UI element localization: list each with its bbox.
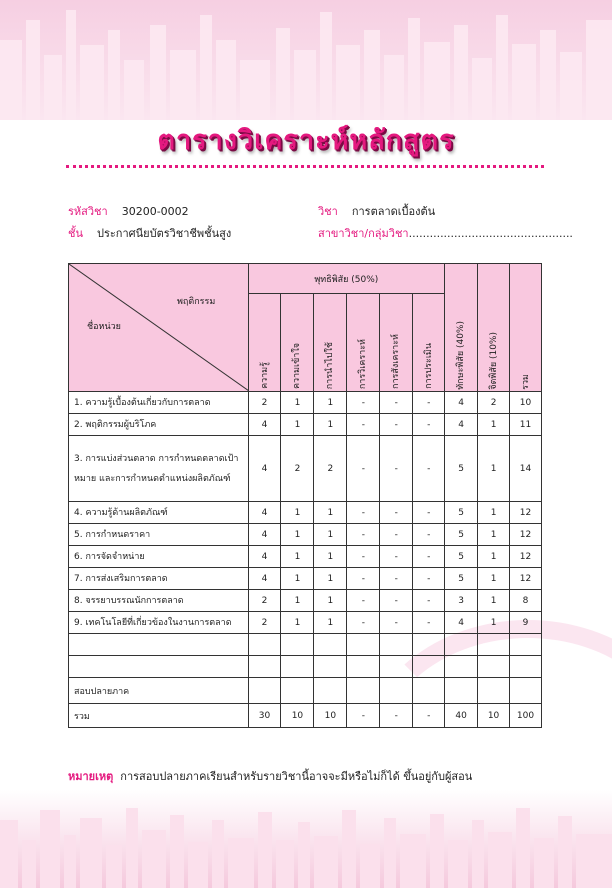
score-cell: 1 xyxy=(478,546,510,568)
score-cell: 1 xyxy=(478,612,510,634)
score-cell: - xyxy=(380,568,413,590)
page-title: ตารางวิเคราะห์หลักสูตร xyxy=(157,125,455,156)
score-cell: 1 xyxy=(314,524,347,546)
score-cell: - xyxy=(347,502,380,524)
score-cell: 4 xyxy=(248,502,281,524)
score-cell: 12 xyxy=(510,524,542,546)
score-cell: - xyxy=(347,392,380,414)
table-row xyxy=(69,568,542,590)
score-cell: 5 xyxy=(445,436,478,502)
score-cell: - xyxy=(347,546,380,568)
note xyxy=(68,767,472,785)
table-row xyxy=(69,546,542,568)
cognitive-header: พุทธิพิสัย (50%) xyxy=(248,264,445,294)
score-cell: 1 xyxy=(281,414,314,436)
score-cell: - xyxy=(347,414,380,436)
col-comprehension: ความเข้าใจ xyxy=(281,294,314,392)
score-cell: - xyxy=(380,392,413,414)
score-cell: 9 xyxy=(510,612,542,634)
sum-cell: 40 xyxy=(445,704,478,728)
table-row xyxy=(69,502,542,524)
score-cell: 1 xyxy=(314,502,347,524)
score-cell: - xyxy=(413,546,445,568)
score-cell: 4 xyxy=(445,612,478,634)
sum-cell: 100 xyxy=(510,704,542,728)
score-cell: 1 xyxy=(478,590,510,612)
course-field-label: สาขาวิชา/กลุ่มวิชา xyxy=(318,227,409,240)
score-cell: 1 xyxy=(478,502,510,524)
score-cell: - xyxy=(413,612,445,634)
score-cell: - xyxy=(413,590,445,612)
score-cell: - xyxy=(380,546,413,568)
score-cell: 1 xyxy=(281,568,314,590)
course-code-label: รหัสวิชา xyxy=(68,205,108,218)
table-row xyxy=(69,524,542,546)
col-evaluation: การประเมิน xyxy=(413,294,445,392)
score-cell: 2 xyxy=(248,612,281,634)
score-cell: 14 xyxy=(510,436,542,502)
score-cell: 4 xyxy=(445,414,478,436)
sum-row xyxy=(69,704,542,728)
score-cell: 8 xyxy=(510,590,542,612)
score-cell: 1 xyxy=(314,568,347,590)
score-cell: 4 xyxy=(248,436,281,502)
sum-cell: 10 xyxy=(281,704,314,728)
course-level xyxy=(68,224,231,242)
footer-background xyxy=(0,790,612,888)
unit-name-cell: 7. การส่งเสริมการตลาด xyxy=(69,568,249,590)
score-cell: 5 xyxy=(445,568,478,590)
score-cell: - xyxy=(347,612,380,634)
course-field-blank: ............................................... xyxy=(408,227,573,240)
score-cell: - xyxy=(413,436,445,502)
score-cell: 1 xyxy=(281,502,314,524)
sum-cell: 30 xyxy=(248,704,281,728)
score-cell: 1 xyxy=(281,392,314,414)
score-cell: 4 xyxy=(248,568,281,590)
score-cell: 1 xyxy=(478,524,510,546)
table-row xyxy=(69,590,542,612)
blank-row xyxy=(69,656,542,678)
score-cell: 1 xyxy=(314,612,347,634)
score-cell: - xyxy=(380,590,413,612)
score-cell: - xyxy=(380,612,413,634)
score-cell: 4 xyxy=(248,414,281,436)
score-cell: - xyxy=(413,502,445,524)
col-application: การนำไปใช้ xyxy=(314,294,347,392)
unit-name-cell: 2. พฤติกรรมผู้บริโภค xyxy=(69,414,249,436)
note-label: หมายเหตุ xyxy=(68,770,114,783)
score-cell: - xyxy=(413,568,445,590)
score-cell: - xyxy=(347,436,380,502)
score-cell: - xyxy=(347,590,380,612)
header-diagonal-cell xyxy=(69,264,249,392)
affective-header: จิตพิสัย (10%) xyxy=(478,264,510,392)
unit-name-cell: 8. จรรยาบรรณนักการตลาด xyxy=(69,590,249,612)
unit-name-cell: 4. ความรู้ด้านผลิตภัณฑ์ xyxy=(69,502,249,524)
course-level-label: ชั้น xyxy=(68,227,83,240)
final-exam-label: สอบปลายภาค xyxy=(69,678,249,704)
score-cell: 12 xyxy=(510,568,542,590)
score-cell: 1 xyxy=(478,568,510,590)
unit-name-cell: 9. เทคโนโลยีที่เกี่ยวข้องในงานการตลาด xyxy=(69,612,249,634)
score-cell: 1 xyxy=(281,546,314,568)
header-background xyxy=(0,0,612,120)
score-cell: 1 xyxy=(314,392,347,414)
score-cell: 1 xyxy=(478,436,510,502)
score-cell: - xyxy=(380,524,413,546)
behavior-header: พฤติกรรม xyxy=(177,297,216,307)
col-synthesis: การสังเคราะห์ xyxy=(380,294,413,392)
score-cell: 2 xyxy=(281,436,314,502)
note-text: การสอบปลายภาคเรียนสำหรับรายวิชานี้อาจจะมีหรือไม่ก็ได้ ขึ้นอยู่กับผู้สอน xyxy=(120,770,473,783)
course-level-value: ประกาศนียบัตรวิชาชีพชั้นสูง xyxy=(97,227,232,240)
score-cell: 1 xyxy=(281,612,314,634)
course-subject-label: วิชา xyxy=(318,205,338,218)
score-cell: - xyxy=(380,436,413,502)
score-cell: 2 xyxy=(314,436,347,502)
total-header: รวม xyxy=(510,264,542,392)
score-cell: 5 xyxy=(445,502,478,524)
score-cell: 1 xyxy=(281,524,314,546)
score-cell: 5 xyxy=(445,524,478,546)
score-cell: 4 xyxy=(248,524,281,546)
score-cell: 1 xyxy=(314,546,347,568)
score-cell: - xyxy=(347,524,380,546)
course-subject-value: การตลาดเบื้องต้น xyxy=(351,205,436,218)
skill-header: ทักษะพิสัย (40%) xyxy=(445,264,478,392)
table-row xyxy=(69,612,542,634)
score-cell: 1 xyxy=(478,414,510,436)
skyline-decoration xyxy=(0,0,612,120)
score-cell: 1 xyxy=(314,590,347,612)
score-cell: 3 xyxy=(445,590,478,612)
score-cell: 2 xyxy=(248,590,281,612)
table-row xyxy=(69,436,542,502)
sum-label: รวม xyxy=(69,704,249,728)
unit-name-cell: 5. การกำหนดราคา xyxy=(69,524,249,546)
blank-row xyxy=(69,634,542,656)
score-cell: 5 xyxy=(445,546,478,568)
unit-name-header: ชื่อหน่วย xyxy=(87,322,121,332)
score-cell: - xyxy=(347,568,380,590)
sum-cell: - xyxy=(380,704,413,728)
score-cell: - xyxy=(413,414,445,436)
sum-cell: - xyxy=(413,704,445,728)
unit-name-cell: 3. การแบ่งส่วนตลาด การกำหนดตลาดเป้าหมาย และการกำหนดตำแหน่งผลิตภัณฑ์ xyxy=(69,436,249,502)
score-cell: 12 xyxy=(510,502,542,524)
table-row xyxy=(69,414,542,436)
unit-name-cell: 1. ความรู้เบื้องต้นเกี่ยวกับการตลาด xyxy=(69,392,249,414)
score-cell: - xyxy=(413,524,445,546)
score-cell: 2 xyxy=(478,392,510,414)
analysis-table xyxy=(68,263,542,728)
title-divider xyxy=(66,165,544,168)
course-field xyxy=(318,224,573,242)
score-cell: - xyxy=(380,414,413,436)
col-knowledge: ความรู้ xyxy=(248,294,281,392)
course-code-value: 30200-0002 xyxy=(121,205,189,218)
score-cell: 1 xyxy=(314,414,347,436)
skyline-decoration-bottom xyxy=(0,790,612,888)
score-cell: 4 xyxy=(445,392,478,414)
col-analysis: การวิเคราะห์ xyxy=(347,294,380,392)
sum-cell: 10 xyxy=(314,704,347,728)
score-cell: 2 xyxy=(248,392,281,414)
score-cell: 11 xyxy=(510,414,542,436)
table-row xyxy=(69,392,542,414)
score-cell: 4 xyxy=(248,546,281,568)
unit-name-cell: 6. การจัดจำหน่าย xyxy=(69,546,249,568)
sum-cell: 10 xyxy=(478,704,510,728)
sum-cell: - xyxy=(347,704,380,728)
score-cell: 1 xyxy=(281,590,314,612)
score-cell: 12 xyxy=(510,546,542,568)
final-exam-row xyxy=(69,678,542,704)
course-subject xyxy=(318,202,435,220)
score-cell: - xyxy=(380,502,413,524)
score-cell: 10 xyxy=(510,392,542,414)
course-code xyxy=(68,202,189,220)
score-cell: - xyxy=(413,392,445,414)
